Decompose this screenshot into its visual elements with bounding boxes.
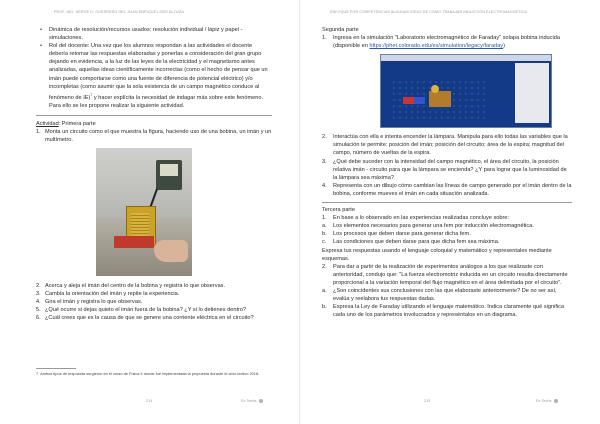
express-instructions: Expresa tus respuestas usando el lenguaje coloquial y matemático y representales mediante esquemas. xyxy=(322,247,552,262)
left-column xyxy=(36,26,272,323)
activity-step-5: 5. ¿Qué ocurre si dejas quieto el imán fuera de la bobina? ¿Y si lo detienes dentro? xyxy=(36,307,247,314)
brand-name: Ex Tedris xyxy=(536,399,552,403)
third-sub2-b: b. Expresa la Ley de Faraday utilizando el lenguaje matemático. Indica claramente qué significa cada uno de los parámetros involucrados y represéntalos en un diagrama. xyxy=(322,304,565,319)
step-text: Monta un circuito como el que muestra la figura, haciendo uso de una bobina, un imán y un multímetro. xyxy=(45,128,272,143)
left-brand xyxy=(241,399,263,403)
third-sub-b: b. Los procesos que deben darse para generar dicha fem. xyxy=(322,231,471,238)
second-part-heading: Segunda parte xyxy=(322,27,359,33)
activity-step-2: 2. Acerca y aleja el imán del centro de la bobina y registra lo que observas. xyxy=(36,283,226,290)
activity-step-6: 6. ¿Cuál crees que es la causa de que se genere una corriente eléctrica en el circuito? xyxy=(36,315,254,322)
left-running-head: PROF. ING. HÉROE D. GUERRERO ING. JUAN ENRIQUE LOBO ALZUGA xyxy=(54,10,185,14)
second-step-4: 4. Representa con un dibujo cómo cambian las líneas de campo generado por el imán dentro de la bobina, conforme mueves el imán en cada situación analizada. xyxy=(322,182,572,197)
bullet-teacher-role xyxy=(36,42,272,110)
right-column xyxy=(322,26,572,319)
footnote-ref[interactable]: 7 xyxy=(90,92,93,97)
sim-control-panel xyxy=(515,63,549,123)
circuit-photo xyxy=(96,148,192,276)
third-step-2: 2. Para dar a partir de la realización de experimentos análogos a los que realizaste con anterioridad, condujo que: "La fuerza electromotriz inducida en un circuito resulta directamente proporcional a la variación temporal del flujo magnético en el área delimitada por el circuito". xyxy=(322,263,568,286)
activity-step-3: 3. Cambia la orientación del imán y repite la experiencia. xyxy=(36,291,180,298)
third-sub-a: a. Los elementos necesarios para generar una fem por inducción electromagnética. xyxy=(322,223,534,230)
third-part-heading: Tercera parte xyxy=(322,207,355,214)
activity-part: : Primera parte xyxy=(58,120,96,127)
second-step-2: 2. Interactúa con ella e intenta encender la lámpara. Manipula para ello todas las variables que la simulación te permite: posición del imán; posición del circuito; área de la espira; magnitud del campo, número de vueltas de la espira. xyxy=(322,134,568,157)
second-step-1: 1. Ingresa en la simulación "Laboratorio electromagnético de Faraday" solapa bobina inducida (disponible en https://phet.colorado.edu/es/simulation/legacy/faraday) xyxy=(322,35,560,50)
right-running-head: ENFOQUE POR COMPETENCIAS ALGUNAS IDEAS DE CÓMO TRABAJAR INDUCCIÓN ELECTROMAGNÉTICA xyxy=(330,10,527,14)
magnet-base-image xyxy=(114,236,154,248)
right-brand xyxy=(536,399,558,403)
third-step-1: 1. En base a lo observado en las experiencias realizadas concluye sobre: xyxy=(322,215,509,222)
second-step-3: 3. ¿Qué debe suceder con la intensidad del campo magnético, el área del circuito, la posición relativa imán - circuito para que la lámpara se encienda? ¿Y para lograr que la luminosidad de la lámpara sea máxima? xyxy=(322,158,567,181)
activity-label: Actividad xyxy=(36,120,59,127)
activity-heading xyxy=(36,120,272,128)
footnote: 7. Ambos tipos de respuesta surgieron en el curso de Física II donde fue implementada la propuesta durante el ciclo lectivo 2018. xyxy=(36,371,260,376)
section-divider xyxy=(322,202,572,203)
coil-icon xyxy=(429,91,451,107)
footnote-rule xyxy=(36,368,76,369)
step-number: 1. xyxy=(36,128,41,135)
bullet-resolution-dynamics: • Dinámica de resolución/recursos usados: resolución individual / lápiz y papel - simulaciones. xyxy=(36,26,272,42)
teacher-role-text-end: y hacer explícita la necesidad de indagar más sobre este fenómeno. Para ello se les propone realizar la siguiente actividad. xyxy=(49,94,264,109)
hand-image xyxy=(154,240,188,262)
activity-step-4: 4. Gira el imán y registra lo que observas. xyxy=(36,299,143,306)
activity-step-1 xyxy=(36,128,272,144)
phet-link[interactable]: https://phet.colorado.edu/es/simulation/legacy/faraday xyxy=(369,43,504,50)
section-divider xyxy=(36,115,272,116)
magnet-icon xyxy=(403,97,425,104)
circle-logo-icon xyxy=(554,399,558,403)
faraday-simulation-screenshot xyxy=(380,54,552,128)
circle-logo-icon xyxy=(259,399,263,403)
left-page-number: 214 xyxy=(146,399,153,403)
brand-name: Ex Tedris xyxy=(241,399,257,403)
third-sub2-a: a. ¿Son coincidentes sus conclusiones con las que elaboraste anteriormente? De no ser así, evalúa y reelabora tus respuestas dadas. xyxy=(322,287,557,303)
teacher-role-text: Rol del docente: Una vez que los alumnos respondan a las actividades el docente debería retomar las respuestas elaboradas y ponerlas a consideración del gran grupo dejando en evidencia, a la luz de las leyes de la electricidad y el magnetismo antes analizadas, aquellas ideas científicamente incorrectas (como el hecho de pensar que un imán puede comportarse como una fuente de diferencia de potencial eléctrico) y/o incompletas (como asumir que la sola existencia de un campo magnético conduce al fenómeno de IE) xyxy=(49,43,268,101)
third-sub-c: c. Las condiciones que deben darse para que dicha fem sea máxima. xyxy=(322,239,500,246)
right-page xyxy=(300,0,600,424)
right-page-number: 215 xyxy=(424,399,431,403)
sim-tabs xyxy=(381,55,551,61)
multimeter-image xyxy=(156,160,182,190)
